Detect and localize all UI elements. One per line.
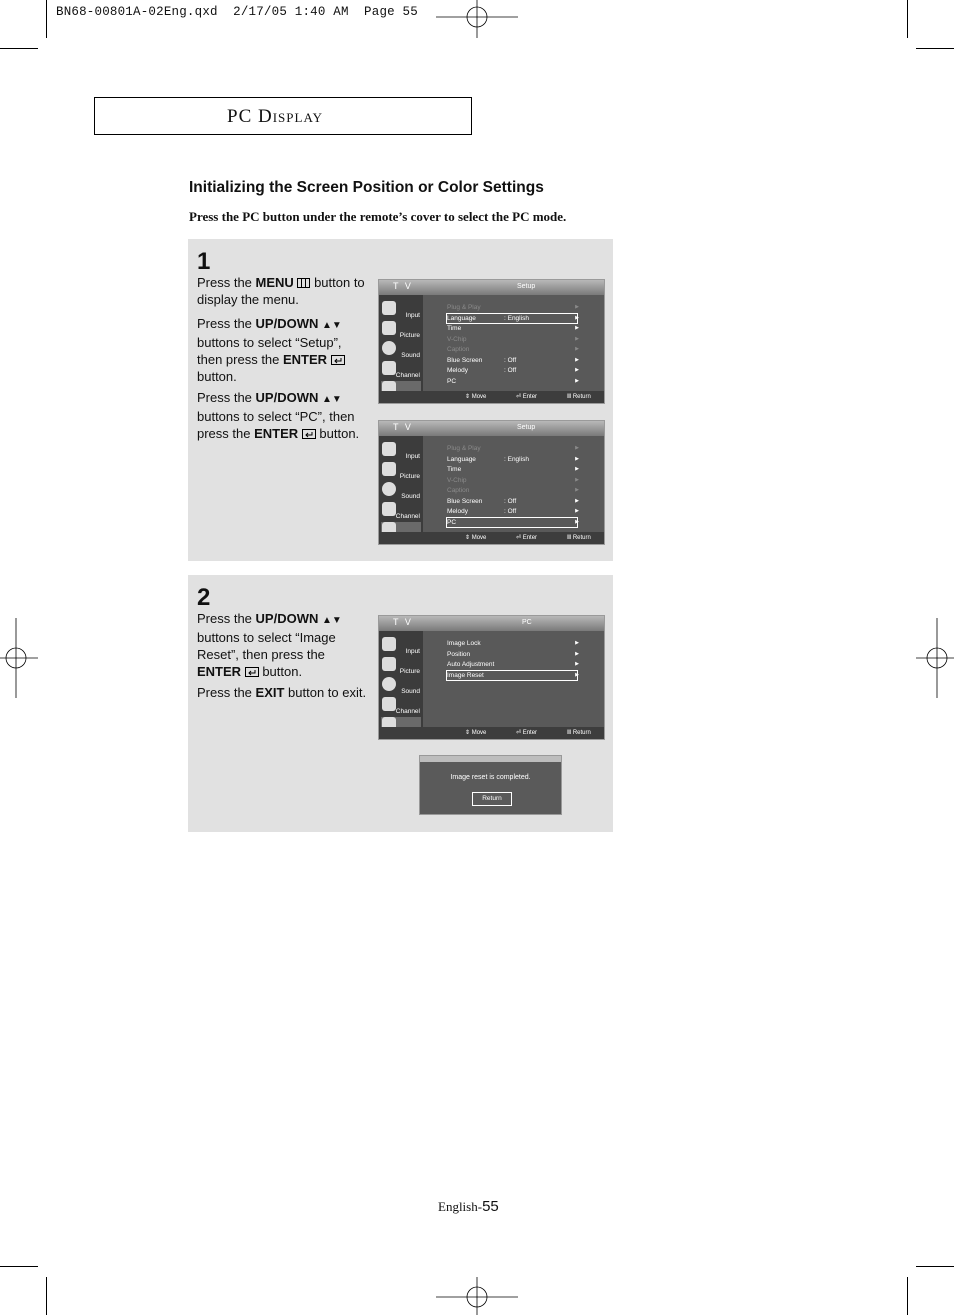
enter-button-name: ENTER bbox=[283, 352, 328, 367]
osd-footer-label: Move bbox=[471, 535, 487, 541]
arrow-right-icon: ▶ bbox=[575, 651, 579, 657]
text: button. bbox=[262, 664, 303, 679]
osd-side-label: Input bbox=[405, 648, 420, 655]
osd-side-label: Sound bbox=[401, 493, 420, 500]
text: Press the bbox=[197, 685, 256, 700]
osd-row bbox=[447, 366, 577, 375]
arrow-right-icon: ▶ bbox=[575, 378, 579, 384]
osd-row-selected bbox=[447, 671, 577, 680]
osd-footer bbox=[379, 391, 604, 403]
osd-footer-label: Move bbox=[471, 730, 487, 736]
text: buttons to select “PC”, then press the bbox=[197, 409, 355, 441]
osd-footer bbox=[379, 727, 604, 739]
registration-mark-icon bbox=[0, 618, 38, 698]
arrow-right-icon: ▶ bbox=[575, 456, 579, 462]
crop-mark bbox=[907, 0, 908, 38]
osd-side-input bbox=[381, 301, 421, 319]
osd-side-label: Input bbox=[405, 312, 420, 319]
text: Press the bbox=[197, 611, 256, 626]
osd-side-picture bbox=[381, 321, 421, 339]
crop-mark bbox=[916, 48, 954, 49]
osd-footer-move: ⇕ Move bbox=[465, 730, 487, 736]
input-icon bbox=[382, 442, 396, 456]
osd-row-label: Language bbox=[447, 315, 476, 322]
updown-button-name: UP/DOWN bbox=[255, 390, 319, 405]
osd-side-input bbox=[381, 442, 421, 460]
osd-side-picture bbox=[381, 462, 421, 480]
osd-setup-menu-language bbox=[378, 279, 605, 404]
osd-side-label: Channel bbox=[395, 708, 420, 715]
intro-text: Press the PC button under the remote’s cover to select the PC mode. bbox=[189, 209, 567, 224]
osd-row-label: Plug & Play bbox=[447, 304, 481, 311]
crop-mark bbox=[46, 0, 47, 38]
up-down-arrows-icon: ▲▼ bbox=[322, 320, 342, 331]
osd-row-label: Position bbox=[447, 651, 471, 658]
osd-row-label: Caption bbox=[447, 487, 470, 494]
osd-row-label: Time bbox=[447, 325, 462, 332]
osd-tv-label: T V bbox=[393, 281, 413, 291]
osd-title-bar bbox=[379, 421, 604, 436]
osd-menu-body bbox=[423, 436, 604, 532]
registration-mark-icon bbox=[436, 1277, 518, 1315]
osd-pc-menu bbox=[378, 615, 605, 740]
osd-row-label: Auto Adjustment bbox=[447, 661, 495, 668]
osd-row bbox=[447, 324, 577, 333]
up-down-arrows-icon: ▲▼ bbox=[322, 615, 342, 626]
step-2-instruction-2 bbox=[197, 684, 382, 701]
osd-row-label: V-Chip bbox=[447, 477, 467, 484]
osd-side-label: Input bbox=[405, 453, 420, 460]
enter-button-name: ENTER bbox=[197, 664, 242, 679]
page-number-value: 55 bbox=[482, 1198, 499, 1215]
osd-side-sound bbox=[381, 677, 421, 695]
step-number: 1 bbox=[197, 248, 211, 275]
section-title-box bbox=[94, 97, 472, 135]
osd-row-label: Image Lock bbox=[447, 640, 481, 647]
picture-icon bbox=[382, 462, 396, 476]
osd-setup-menu-pc bbox=[378, 420, 605, 545]
osd-footer-move: ⇕ Move bbox=[465, 394, 487, 400]
osd-side-sound bbox=[381, 482, 421, 500]
osd-footer-return: Ⅲ Return bbox=[567, 394, 591, 400]
osd-row bbox=[447, 507, 577, 516]
osd-row bbox=[447, 476, 577, 485]
osd-side-label: Picture bbox=[399, 473, 420, 480]
arrow-right-icon: ▶ bbox=[575, 661, 579, 667]
osd-row-value: : Off bbox=[504, 367, 517, 374]
osd-row bbox=[447, 303, 577, 312]
channel-icon bbox=[382, 697, 396, 711]
crop-mark bbox=[916, 1266, 954, 1267]
enter-icon bbox=[245, 667, 259, 677]
osd-footer-label: Return bbox=[572, 394, 591, 400]
registration-mark-icon bbox=[436, 0, 518, 38]
osd-row bbox=[447, 465, 577, 474]
osd-row bbox=[447, 660, 577, 669]
up-down-arrows-icon: ▲▼ bbox=[322, 394, 342, 405]
page-number-prefix: English- bbox=[438, 1199, 483, 1214]
osd-row-label: Melody bbox=[447, 367, 468, 374]
step-2-instruction-1 bbox=[197, 610, 362, 680]
osd-row bbox=[447, 486, 577, 495]
text: button to exit. bbox=[284, 685, 367, 700]
osd-row-label: Melody bbox=[447, 508, 468, 515]
osd-menu-title: PC bbox=[522, 619, 532, 626]
text: Press the bbox=[197, 275, 256, 290]
step-1-instruction-1 bbox=[197, 274, 367, 308]
step-number: 2 bbox=[197, 584, 211, 611]
osd-row-label: Time bbox=[447, 466, 462, 473]
osd-row-label: PC bbox=[447, 519, 457, 526]
osd-footer-label: Return bbox=[572, 730, 591, 736]
step-1-instruction-2 bbox=[197, 315, 367, 385]
osd-row bbox=[447, 497, 577, 506]
dialog-return-button[interactable]: Return bbox=[472, 792, 512, 806]
osd-side-input bbox=[381, 637, 421, 655]
osd-row bbox=[447, 455, 577, 464]
osd-row bbox=[447, 639, 577, 648]
page-number bbox=[438, 1198, 499, 1215]
dialog-title-bar bbox=[420, 756, 561, 762]
osd-footer-label: Move bbox=[471, 394, 487, 400]
picture-icon bbox=[382, 321, 396, 335]
osd-footer-move: ⇕ Move bbox=[465, 535, 487, 541]
file-header: BN68-00801A-02Eng.qxd 2/17/05 1:40 AM Page 55 bbox=[56, 5, 418, 19]
osd-row bbox=[447, 356, 577, 365]
osd-row-label: Blue Screen bbox=[447, 498, 483, 505]
text: Press the bbox=[197, 390, 256, 405]
arrow-right-icon: ▶ bbox=[575, 466, 579, 472]
osd-row-label: PC bbox=[447, 378, 457, 385]
arrow-right-icon: ▶ bbox=[575, 304, 579, 310]
osd-side-label: Picture bbox=[399, 668, 420, 675]
sound-icon bbox=[382, 677, 396, 691]
osd-title-bar bbox=[379, 280, 604, 295]
osd-footer-return: Ⅲ Return bbox=[567, 730, 591, 736]
osd-row-label: Caption bbox=[447, 346, 470, 353]
enter-button-name: ENTER bbox=[254, 426, 299, 441]
osd-row bbox=[447, 444, 577, 453]
text: buttons to select “Image Reset”, then press the bbox=[197, 630, 336, 662]
arrow-right-icon: ▶ bbox=[575, 346, 579, 352]
crop-mark bbox=[0, 48, 38, 49]
osd-menu-body bbox=[423, 295, 604, 391]
osd-sidebar bbox=[379, 436, 423, 532]
osd-menu-body bbox=[423, 631, 604, 727]
arrow-right-icon: ▶ bbox=[575, 508, 579, 514]
text: button. bbox=[197, 369, 237, 384]
osd-side-picture bbox=[381, 657, 421, 675]
registration-mark-icon bbox=[916, 618, 954, 698]
osd-row-value: : English bbox=[504, 315, 529, 322]
updown-button-name: UP/DOWN bbox=[255, 611, 319, 626]
osd-side-sound bbox=[381, 341, 421, 359]
text: buttons to select “Setup”, then press the bbox=[197, 335, 342, 367]
crop-mark bbox=[46, 1277, 47, 1315]
osd-side-label: Channel bbox=[395, 372, 420, 379]
osd-row-label: V-Chip bbox=[447, 336, 467, 343]
step-1-instruction-3 bbox=[197, 389, 372, 442]
osd-row-label: Plug & Play bbox=[447, 445, 481, 452]
osd-footer-enter: ⏎ Enter bbox=[516, 730, 538, 736]
sound-icon bbox=[382, 482, 396, 496]
osd-row bbox=[447, 335, 577, 344]
osd-menu-title: Setup bbox=[517, 283, 536, 290]
osd-row-value: : English bbox=[504, 456, 529, 463]
input-icon bbox=[382, 301, 396, 315]
osd-row bbox=[447, 377, 577, 386]
osd-row bbox=[447, 650, 577, 659]
arrow-right-icon: ▶ bbox=[575, 357, 579, 363]
osd-sidebar bbox=[379, 631, 423, 727]
osd-row-value: : Off bbox=[504, 357, 517, 364]
osd-row-label: Blue Screen bbox=[447, 357, 483, 364]
channel-icon bbox=[382, 502, 396, 516]
crop-mark bbox=[0, 1266, 38, 1267]
osd-footer-label: Enter bbox=[522, 730, 538, 736]
arrow-right-icon: ▶ bbox=[575, 672, 579, 678]
osd-tv-label: T V bbox=[393, 617, 413, 627]
osd-footer-return: Ⅲ Return bbox=[567, 535, 591, 541]
arrow-right-icon: ▶ bbox=[575, 445, 579, 451]
osd-side-label: Sound bbox=[401, 352, 420, 359]
osd-tv-label: T V bbox=[393, 422, 413, 432]
osd-title-bar bbox=[379, 616, 604, 631]
osd-row-selected bbox=[447, 314, 577, 323]
arrow-right-icon: ▶ bbox=[575, 498, 579, 504]
osd-footer-enter: ⏎ Enter bbox=[516, 394, 538, 400]
picture-icon bbox=[382, 657, 396, 671]
section-title: PC Display bbox=[227, 106, 324, 127]
channel-icon bbox=[382, 361, 396, 375]
crop-mark bbox=[907, 1277, 908, 1315]
enter-icon bbox=[302, 429, 316, 439]
arrow-right-icon: ▶ bbox=[575, 640, 579, 646]
osd-row-label: Language bbox=[447, 456, 476, 463]
text: button. bbox=[319, 426, 360, 441]
osd-row bbox=[447, 345, 577, 354]
dialog-message: Image reset is completed. bbox=[450, 774, 531, 781]
menu-icon bbox=[297, 278, 310, 288]
arrow-right-icon: ▶ bbox=[575, 367, 579, 373]
arrow-right-icon: ▶ bbox=[575, 315, 579, 321]
osd-sidebar bbox=[379, 295, 423, 391]
arrow-right-icon: ▶ bbox=[575, 477, 579, 483]
osd-side-label: Channel bbox=[395, 513, 420, 520]
osd-row-selected bbox=[447, 518, 577, 527]
arrow-right-icon: ▶ bbox=[575, 325, 579, 331]
arrow-right-icon: ▶ bbox=[575, 519, 579, 525]
osd-side-label: Picture bbox=[399, 332, 420, 339]
osd-side-channel bbox=[381, 361, 421, 379]
updown-button-name: UP/DOWN bbox=[255, 316, 319, 331]
arrow-right-icon: ▶ bbox=[575, 336, 579, 342]
menu-button-name: MENU bbox=[255, 275, 294, 290]
osd-side-channel bbox=[381, 502, 421, 520]
osd-side-label: Sound bbox=[401, 688, 420, 695]
osd-menu-title: Setup bbox=[517, 424, 536, 431]
osd-row-label: Image Reset bbox=[447, 672, 484, 679]
subheading: Initializing the Screen Position or Color Settings bbox=[189, 179, 544, 196]
osd-footer-label: Enter bbox=[522, 394, 538, 400]
osd-footer-label: Enter bbox=[522, 535, 538, 541]
sound-icon bbox=[382, 341, 396, 355]
osd-side-channel bbox=[381, 697, 421, 715]
input-icon bbox=[382, 637, 396, 651]
text: button to display the menu. bbox=[197, 275, 365, 307]
exit-button-name: EXIT bbox=[255, 685, 285, 700]
osd-footer-enter: ⏎ Enter bbox=[516, 535, 538, 541]
osd-row-value: : Off bbox=[504, 498, 517, 505]
text: Press the bbox=[197, 316, 256, 331]
enter-icon bbox=[331, 355, 345, 365]
osd-footer bbox=[379, 532, 604, 544]
osd-footer-label: Return bbox=[572, 535, 591, 541]
osd-row-value: : Off bbox=[504, 508, 517, 515]
arrow-right-icon: ▶ bbox=[575, 487, 579, 493]
reset-complete-dialog bbox=[419, 755, 562, 815]
